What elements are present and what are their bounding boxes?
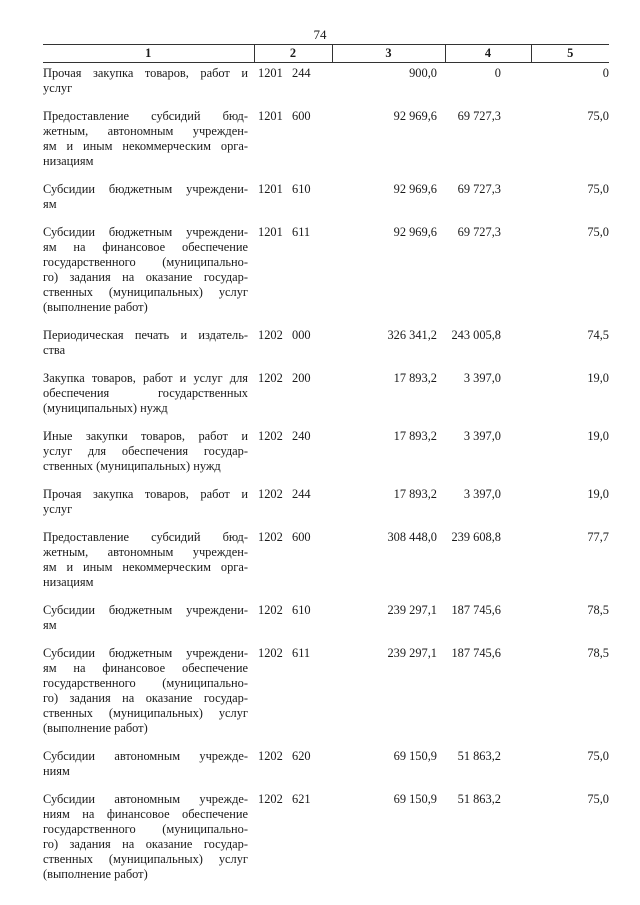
row-codes xyxy=(254,328,332,371)
row-name-line: (выполнение работ) xyxy=(43,721,148,735)
row-name-line: ям xyxy=(43,197,57,211)
expense-type-code: 244 xyxy=(292,487,311,501)
column-header: 5 xyxy=(531,45,609,63)
row-name-line: услуг xyxy=(43,81,73,95)
fact-value: 3 397,0 xyxy=(463,429,501,443)
row-name-line: ственных (муниципальных) услуг xyxy=(43,852,248,866)
row-codes xyxy=(254,109,332,182)
expense-type-code: 600 xyxy=(292,530,311,544)
expense-type-code: 600 xyxy=(292,109,311,123)
expense-type-code: 610 xyxy=(292,603,311,617)
expense-type-code: 621 xyxy=(292,792,311,806)
row-codes xyxy=(254,63,332,110)
plan-value: 17 893,2 xyxy=(393,371,437,385)
row-name-line: ям и иным некоммерческим орга- xyxy=(43,139,248,153)
section-code: 1201 xyxy=(258,109,283,123)
table-row xyxy=(43,225,609,328)
fact-value: 51 863,2 xyxy=(457,749,501,763)
percent-value: 75,0 xyxy=(587,109,609,123)
header-row xyxy=(43,45,609,63)
row-name xyxy=(43,603,254,646)
plan-value: 17 893,2 xyxy=(393,429,437,443)
percent-value: 19,0 xyxy=(587,429,609,443)
percent-value: 78,5 xyxy=(587,603,609,617)
table-row xyxy=(43,429,609,487)
fact-value: 3 397,0 xyxy=(463,487,501,501)
column-header: 1 xyxy=(43,45,254,63)
row-codes xyxy=(254,371,332,429)
row-name xyxy=(43,182,254,225)
fact-value: 239 608,8 xyxy=(451,530,501,544)
row-name xyxy=(43,63,254,110)
table-row xyxy=(43,371,609,429)
section-code: 1202 xyxy=(258,792,283,806)
expense-type-code: 200 xyxy=(292,371,311,385)
row-name-line: Предоставление субсидий бюд- xyxy=(43,109,248,123)
row-name-line: Субсидии бюджетным учреждени- xyxy=(43,182,248,196)
row-name-line: ям на финансовое обеспечение xyxy=(43,240,248,254)
section-code: 1202 xyxy=(258,530,283,544)
row-name-line: (выполнение работ) xyxy=(43,867,148,881)
row-codes xyxy=(254,792,332,895)
row-name-line: ниям на финансовое обеспечение xyxy=(43,807,248,821)
row-codes xyxy=(254,225,332,328)
fact-value: 51 863,2 xyxy=(457,792,501,806)
row-name-line: обеспечения государственных xyxy=(43,386,248,400)
row-name-line: государственного (муниципально- xyxy=(43,255,248,269)
section-code: 1201 xyxy=(258,66,283,80)
table-row xyxy=(43,182,609,225)
column-header: 2 xyxy=(254,45,332,63)
row-name-line: го) задания на оказание государ- xyxy=(43,837,248,851)
row-name-line: ям на финансовое обеспечение xyxy=(43,661,248,675)
table-row xyxy=(43,328,609,371)
row-name-line: ства xyxy=(43,343,66,357)
page-number: 74 xyxy=(313,27,327,42)
table-row xyxy=(43,603,609,646)
plan-value: 69 150,9 xyxy=(393,792,437,806)
section-code: 1202 xyxy=(258,749,283,763)
fact-value: 243 005,8 xyxy=(451,328,501,342)
row-name-line: низациям xyxy=(43,154,94,168)
plan-value: 69 150,9 xyxy=(393,749,437,763)
row-name xyxy=(43,429,254,487)
row-codes xyxy=(254,530,332,603)
table-row xyxy=(43,109,609,182)
fact-value: 69 727,3 xyxy=(457,182,501,196)
row-name-line: ственных (муниципальных) услуг xyxy=(43,706,248,720)
plan-value: 17 893,2 xyxy=(393,487,437,501)
section-code: 1202 xyxy=(258,371,283,385)
expense-type-code: 240 xyxy=(292,429,311,443)
expense-type-code: 620 xyxy=(292,749,311,763)
row-name-line: низациям xyxy=(43,575,94,589)
plan-value: 239 297,1 xyxy=(387,603,437,617)
row-codes xyxy=(254,749,332,792)
row-name xyxy=(43,749,254,792)
row-name xyxy=(43,530,254,603)
section-code: 1201 xyxy=(258,182,283,196)
plan-value: 308 448,0 xyxy=(387,530,437,544)
table-row xyxy=(43,63,609,110)
expense-type-code: 611 xyxy=(292,225,311,239)
table-row xyxy=(43,646,609,749)
section-code: 1202 xyxy=(258,487,283,501)
section-code: 1202 xyxy=(258,603,283,617)
plan-value: 92 969,6 xyxy=(393,109,437,123)
row-name-line: Субсидии бюджетным учреждени- xyxy=(43,225,248,239)
fact-value: 187 745,6 xyxy=(451,646,501,660)
row-codes xyxy=(254,429,332,487)
plan-value: 326 341,2 xyxy=(387,328,437,342)
fact-value: 69 727,3 xyxy=(457,109,501,123)
row-name xyxy=(43,328,254,371)
row-name-line: ственных (муниципальных) услуг xyxy=(43,285,248,299)
plan-value: 239 297,1 xyxy=(387,646,437,660)
row-name-line: ниям xyxy=(43,764,70,778)
row-name-line: государственного (муниципально- xyxy=(43,822,248,836)
percent-value: 19,0 xyxy=(587,371,609,385)
percent-value: 77,7 xyxy=(587,530,609,544)
row-name-line: (выполнение работ) xyxy=(43,300,148,314)
table-row xyxy=(43,749,609,792)
row-name-line: услуг для обеспечения государ- xyxy=(43,444,248,458)
row-name-line: Прочая закупка товаров, работ и xyxy=(43,66,248,80)
row-name-line: го) задания на оказание государ- xyxy=(43,691,248,705)
row-name-line: Закупка товаров, работ и услуг для xyxy=(43,371,248,385)
section-code: 1201 xyxy=(258,225,283,239)
percent-value: 19,0 xyxy=(587,487,609,501)
fact-value: 3 397,0 xyxy=(463,371,501,385)
row-name-line: жетным, автономным учрежден- xyxy=(43,545,248,559)
row-name xyxy=(43,109,254,182)
row-name xyxy=(43,371,254,429)
section-code: 1202 xyxy=(258,646,283,660)
expense-type-code: 000 xyxy=(292,328,311,342)
row-name xyxy=(43,487,254,530)
row-name-line: ственных (муниципальных) нужд xyxy=(43,459,221,473)
row-name-line: государственного (муниципально- xyxy=(43,676,248,690)
percent-value: 74,5 xyxy=(587,328,609,342)
row-codes xyxy=(254,603,332,646)
row-name xyxy=(43,646,254,749)
row-name-line: (муниципальных) нужд xyxy=(43,401,168,415)
row-codes xyxy=(254,182,332,225)
percent-value: 75,0 xyxy=(587,749,609,763)
expense-type-code: 611 xyxy=(292,646,311,660)
row-name-line: Иные закупки товаров, работ и xyxy=(43,429,248,443)
fact-value: 0 xyxy=(494,66,501,80)
plan-value: 92 969,6 xyxy=(393,182,437,196)
fact-value: 69 727,3 xyxy=(457,225,501,239)
section-code: 1202 xyxy=(258,328,283,342)
row-codes xyxy=(254,487,332,530)
column-header: 3 xyxy=(332,45,445,63)
plan-value: 900,0 xyxy=(409,66,437,80)
percent-value: 75,0 xyxy=(587,792,609,806)
percent-value: 75,0 xyxy=(587,182,609,196)
expense-type-code: 244 xyxy=(292,66,311,80)
row-name-line: Субсидии бюджетным учреждени- xyxy=(43,646,248,660)
row-name-line: ям xyxy=(43,618,57,632)
percent-value: 78,5 xyxy=(587,646,609,660)
row-name xyxy=(43,225,254,328)
section-code: 1202 xyxy=(258,429,283,443)
row-name-line: Субсидии бюджетным учреждени- xyxy=(43,603,248,617)
fact-value: 187 745,6 xyxy=(451,603,501,617)
row-name-line: Предоставление субсидий бюд- xyxy=(43,530,248,544)
budget-table xyxy=(43,44,609,895)
plan-value: 92 969,6 xyxy=(393,225,437,239)
row-name-line: Субсидии автономным учрежде- xyxy=(43,749,248,763)
row-name-line: жетным, автономным учрежден- xyxy=(43,124,248,138)
row-name-line: услуг xyxy=(43,502,73,516)
table-row xyxy=(43,792,609,895)
table-row xyxy=(43,487,609,530)
row-codes xyxy=(254,646,332,749)
row-name-line: Периодическая печать и издатель- xyxy=(43,328,248,342)
row-name-line: го) задания на оказание государ- xyxy=(43,270,248,284)
column-header: 4 xyxy=(445,45,531,63)
percent-value: 75,0 xyxy=(587,225,609,239)
expense-type-code: 610 xyxy=(292,182,311,196)
row-name-line: ям и иным некоммерческим орга- xyxy=(43,560,248,574)
row-name-line: Прочая закупка товаров, работ и xyxy=(43,487,248,501)
row-name-line: Субсидии автономным учрежде- xyxy=(43,792,248,806)
row-name xyxy=(43,792,254,895)
table-row xyxy=(43,530,609,603)
percent-value: 0 xyxy=(602,66,609,80)
